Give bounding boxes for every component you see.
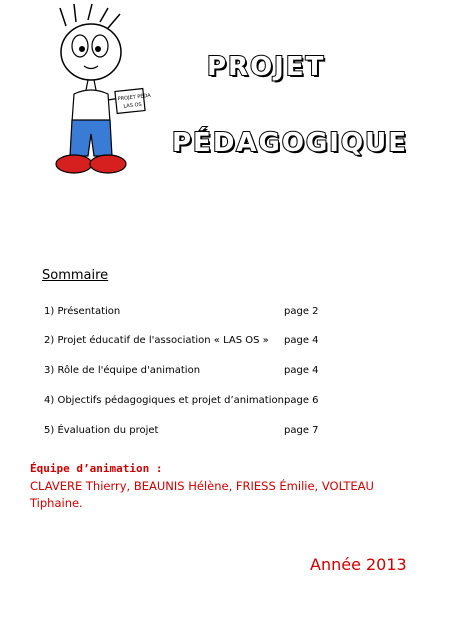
toc-item-page: page 4 <box>284 365 319 376</box>
toc-item <box>44 425 424 439</box>
toc-item-page: page 6 <box>284 395 319 406</box>
title-line-2: PÉDAGOGIQUE <box>172 128 408 158</box>
year-label: Année 2013 <box>310 555 407 574</box>
team-heading: Équipe d’animation : <box>30 462 163 475</box>
toc-item-label: 2) Projet éducatif de l'association « LAS OS » <box>44 335 269 346</box>
title-line-1: PROJET <box>207 52 326 82</box>
toc-item-page: page 4 <box>284 335 319 346</box>
toc-item <box>44 395 424 409</box>
mascot-illustration <box>36 4 151 184</box>
toc-item-page: page 2 <box>284 306 319 317</box>
mascot-sign-line1: PROJET PÉDA <box>117 92 151 103</box>
toc-item <box>44 365 424 379</box>
toc-item-label: 1) Présentation <box>44 306 121 317</box>
mascot-sign-line2: LAS OS <box>123 101 142 110</box>
summary-heading: Sommaire <box>42 268 109 283</box>
toc-item-page: page 7 <box>284 425 319 436</box>
toc-item <box>44 335 424 349</box>
team-names: CLAVERE Thierry, BEAUNIS Hélène, FRIESS Émilie, VOLTEAU Tiphaine. <box>30 479 374 510</box>
toc-item-label: 3) Rôle de l'équipe d'animation <box>44 365 201 376</box>
toc-item <box>44 306 424 320</box>
toc-item-label: 5) Évaluation du projet <box>44 425 159 436</box>
toc-item-label: 4) Objectifs pédagogiques et projet d’animation. <box>44 395 288 406</box>
